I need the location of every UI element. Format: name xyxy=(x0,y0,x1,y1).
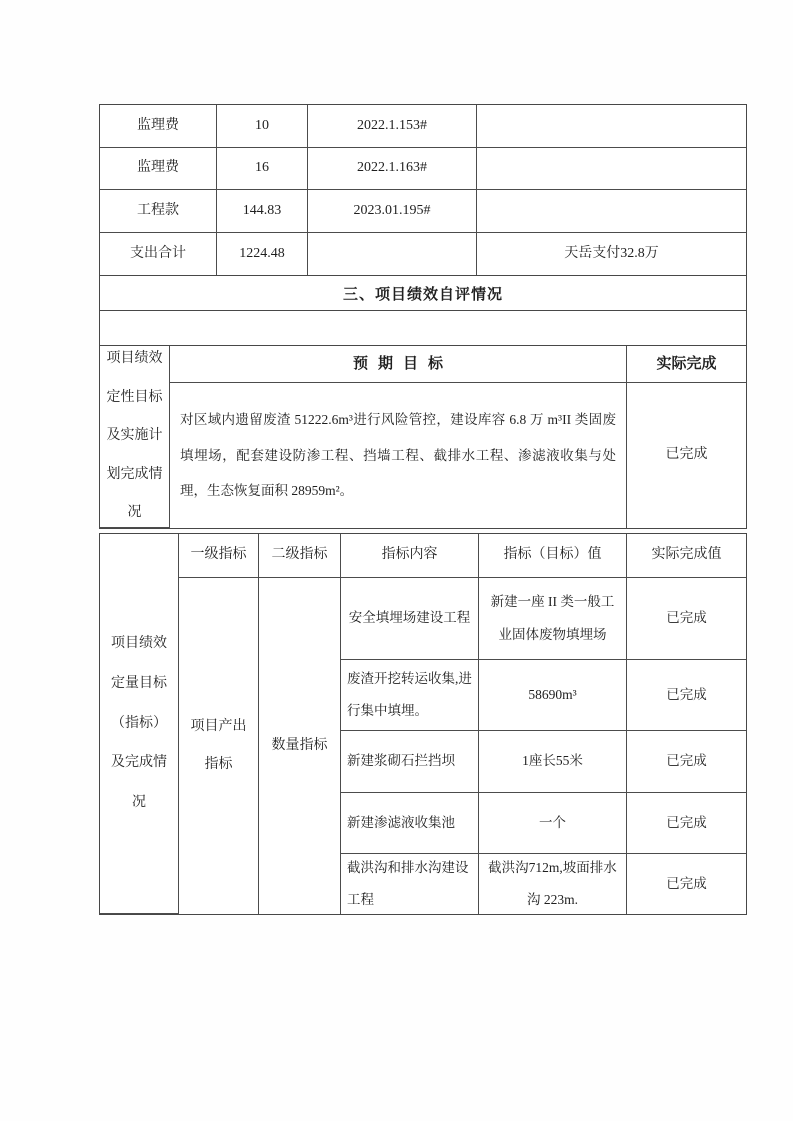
header-level2: 二级指标 xyxy=(259,534,341,578)
header-level1: 一级指标 xyxy=(179,534,259,578)
expense-note-cell xyxy=(477,105,746,148)
expense-payment-note-cell: 天岳支付32.8万 xyxy=(564,245,659,261)
label-line: 定性目标 xyxy=(106,389,163,405)
expense-item-cell: 监理费 xyxy=(100,148,217,191)
indicator-content-cell: 截洪沟和排水沟建设工程 xyxy=(341,854,479,914)
label-line: 定量目标 xyxy=(111,675,167,691)
label-line: 及实施计 xyxy=(106,428,163,444)
indicator-content-cell: 废渣开挖转运收集,进行集中填埋。 xyxy=(341,660,479,731)
expense-table xyxy=(99,104,747,276)
label-line: 划完成情 xyxy=(106,466,163,482)
document-page xyxy=(99,105,747,915)
header-actual: 实际完成值 xyxy=(627,534,746,578)
expense-note-cell xyxy=(477,148,746,191)
indicator-content-cell: 新建渗滤液收集池 xyxy=(341,793,479,854)
header-target: 指标（目标）值 xyxy=(479,534,627,578)
qualitative-row-label xyxy=(100,346,170,528)
expense-voucher-cell: 2022.1.163# xyxy=(308,148,477,191)
indicator-target-cell: 新建一座 II 类一般工业固体废物填埋场 xyxy=(479,578,627,660)
label-line: 况 xyxy=(132,795,146,811)
indicator-target-cell: 58690m³ xyxy=(479,660,627,731)
expense-total-amount-cell: 1224.48 xyxy=(217,233,308,276)
actual-completion-header: 实际完成 xyxy=(627,346,746,383)
indicator-actual-cell: 已完成 xyxy=(666,875,707,891)
expected-goal-text: 对区域内遗留废渣 51222.6m³进行风险管控，建设库容 6.8 万 m³II 类固废填埋场，配套建设防渗工程、挡墙工程、截排水工程、渗滤液收集与处理，生态恢复面积 28959m²。 xyxy=(170,383,627,528)
indicator-target-cell: 截洪沟712m,坡面排水沟 223m. xyxy=(479,854,627,914)
indicator-actual-cell: 已完成 xyxy=(627,660,746,731)
expense-voucher-cell xyxy=(308,233,477,276)
header-content: 指标内容 xyxy=(341,534,479,578)
expected-goal-header: 预期目标 xyxy=(170,346,627,383)
section-title xyxy=(99,275,747,311)
expense-voucher-cell: 2022.1.153# xyxy=(308,105,477,148)
expense-item-cell: 工程款 xyxy=(100,190,217,233)
label-line: 况 xyxy=(127,505,142,521)
quantitative-table xyxy=(99,533,747,915)
spacer-row xyxy=(99,310,747,346)
indicator-target-cell: 1座长55米 xyxy=(479,731,627,793)
indicator-content-cell: 新建浆砌石拦挡坝 xyxy=(341,731,479,793)
indicator-actual-cell: 已完成 xyxy=(627,578,746,660)
level2-indicator-cell: 数量指标 xyxy=(259,578,341,914)
indicator-target-cell: 一个 xyxy=(479,793,627,854)
quantitative-row-label xyxy=(100,534,179,914)
label-line: 项目绩效 xyxy=(106,351,163,367)
level1-indicator-cell xyxy=(179,578,259,914)
label-line: （指标） xyxy=(111,715,167,731)
label-line: 及完成情 xyxy=(111,755,167,771)
indicator-actual-cell: 已完成 xyxy=(627,793,746,854)
actual-completion-value: 已完成 xyxy=(665,447,708,463)
expense-total-label-cell: 支出合计 xyxy=(100,233,217,276)
expense-amount-cell: 16 xyxy=(217,148,308,191)
qualitative-table xyxy=(99,345,747,529)
expense-amount-cell: 10 xyxy=(217,105,308,148)
expense-item-cell: 监理费 xyxy=(100,105,217,148)
label-line: 指标 xyxy=(204,757,233,772)
section-title-text: 三、项目绩效自评情况 xyxy=(342,286,503,303)
label-line: 项目绩效 xyxy=(111,635,167,651)
expense-voucher-cell: 2023.01.195# xyxy=(308,190,477,233)
label-line: 项目产出 xyxy=(190,719,247,735)
expense-note-cell xyxy=(477,190,746,233)
indicator-actual-cell: 已完成 xyxy=(627,731,746,793)
indicator-content-cell: 安全填埋场建设工程 xyxy=(341,578,479,660)
expense-amount-cell: 144.83 xyxy=(217,190,308,233)
